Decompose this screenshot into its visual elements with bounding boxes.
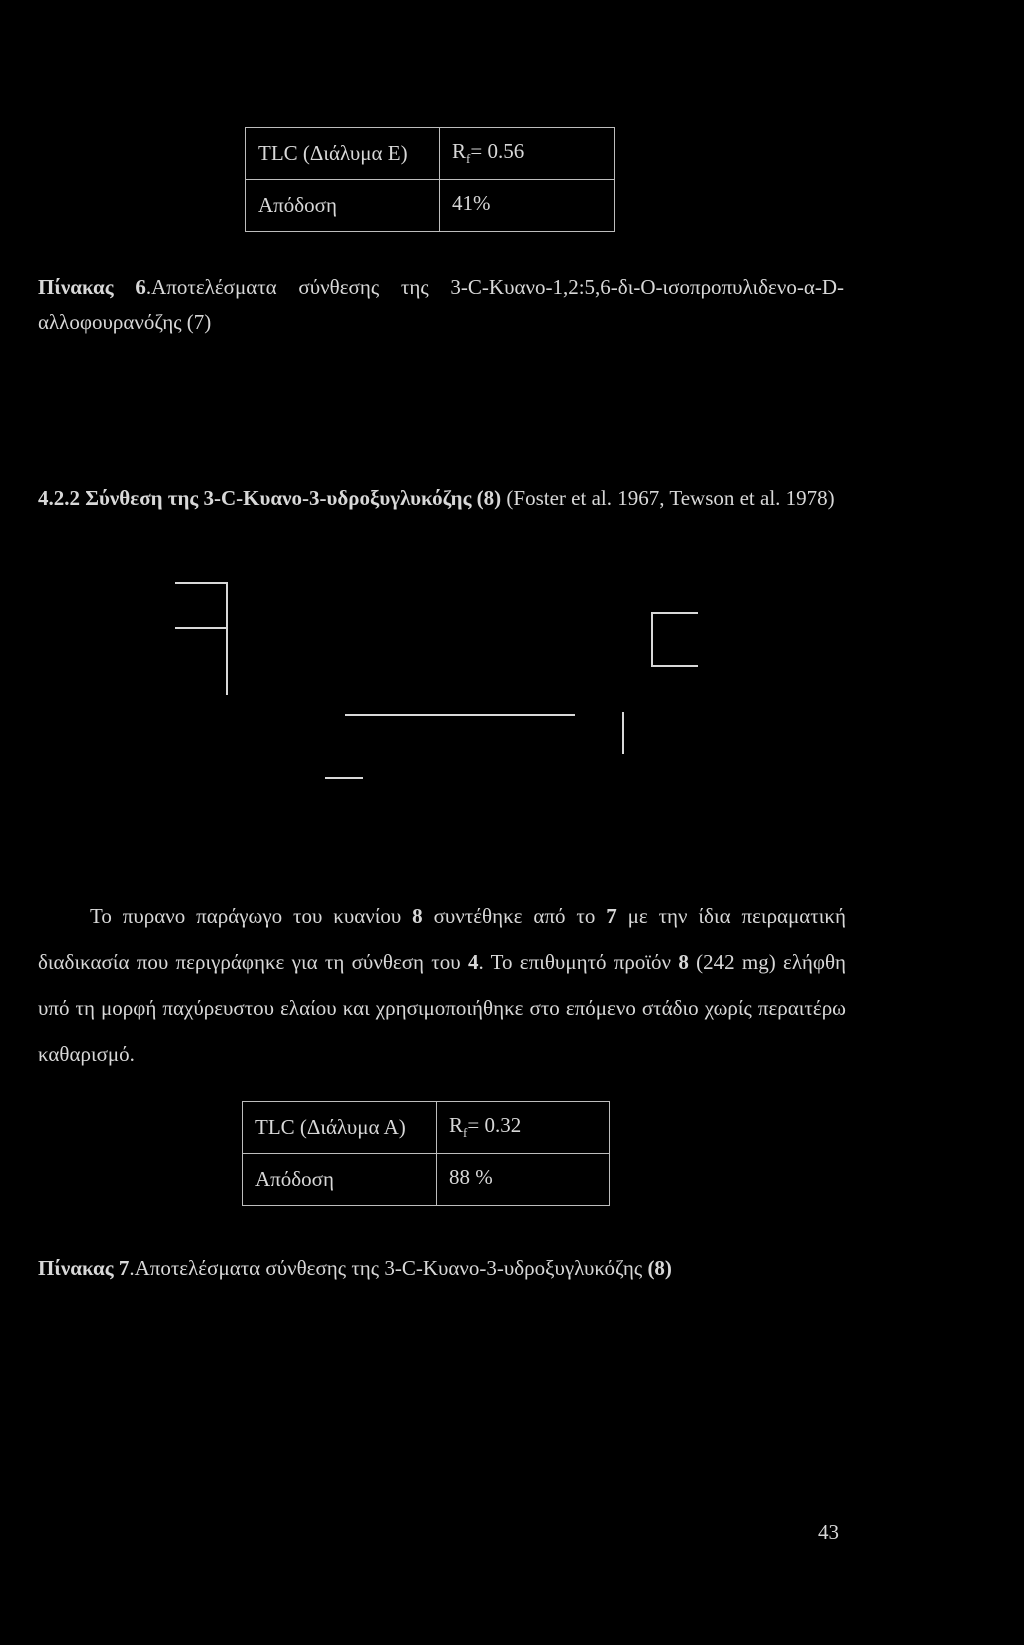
page-number: 43 xyxy=(818,1520,839,1544)
caption-text: .Αποτελέσματα σύνθεσης της 3-C-Κυανο-3-υδροξυγλυκόζης xyxy=(129,1256,648,1280)
table-cell-value: 41% xyxy=(440,180,615,232)
table-row xyxy=(243,1102,610,1154)
section-heading xyxy=(38,476,844,521)
figure-line xyxy=(175,627,228,629)
section-title: 4.2.2 Σύνθεση της 3-C-Κυανο-3-υδροξυγλυκόζης (8) xyxy=(38,486,502,510)
table-cell-label: Απόδοση xyxy=(246,180,440,232)
figure-line xyxy=(226,582,228,628)
figure-line xyxy=(175,582,228,584)
figure-line xyxy=(651,612,698,614)
table-row xyxy=(246,180,615,232)
section-citation: (Foster et al. 1967, Tewson et al. 1978) xyxy=(506,486,835,510)
table-cell-value: 88 % xyxy=(437,1154,610,1206)
figure-line xyxy=(345,714,575,716)
table-6-caption xyxy=(38,270,844,340)
table-row xyxy=(243,1154,610,1206)
table-cell-label: Απόδοση xyxy=(243,1154,437,1206)
caption-label: Πίνακας 6 xyxy=(38,275,146,299)
table-7-caption xyxy=(38,1251,938,1286)
figure-line xyxy=(622,712,624,754)
figure-line xyxy=(651,665,698,667)
figure-line xyxy=(651,612,653,667)
caption-label: Πίνακας 7 xyxy=(38,1256,130,1280)
figure-line xyxy=(226,627,228,695)
table-cell-label: TLC (Διάλυμα Α) xyxy=(243,1102,437,1154)
caption-compound: (8) xyxy=(647,1256,672,1280)
table-row xyxy=(246,128,615,180)
results-table-6 xyxy=(245,127,615,232)
caption-text: .Αποτελέσματα σύνθεσης της 3-C-Κυανο-1,2:5,6-δι-Ο-ισοπροπυλιδενο-α-D-αλλοφουρανόζης (7) xyxy=(38,275,844,334)
table-cell-label: TLC (Διάλυμα Ε) xyxy=(246,128,440,180)
results-table-7 xyxy=(242,1101,610,1206)
table-cell-value: $R_f= 0.56$ xyxy=(440,128,615,180)
figure-line xyxy=(325,777,363,779)
table-cell-value: $R_f= 0.32$ xyxy=(437,1102,610,1154)
body-paragraph: Το πυρανο παράγωγο του κυανίου 8 συντέθηκε από το 7 με την ίδια πειραματική διαδικασία που περιγράφηκε για τη σύνθεση του 4. Το επιθυμητό προϊόν 8 (242 mg) ελήφθη υπό τη μορφή παχύρευστου ελαίου και χρησιμοποιήθηκε στο επόμενο στάδιο χωρίς περαιτέρω καθαρισμό. xyxy=(38,904,846,1066)
